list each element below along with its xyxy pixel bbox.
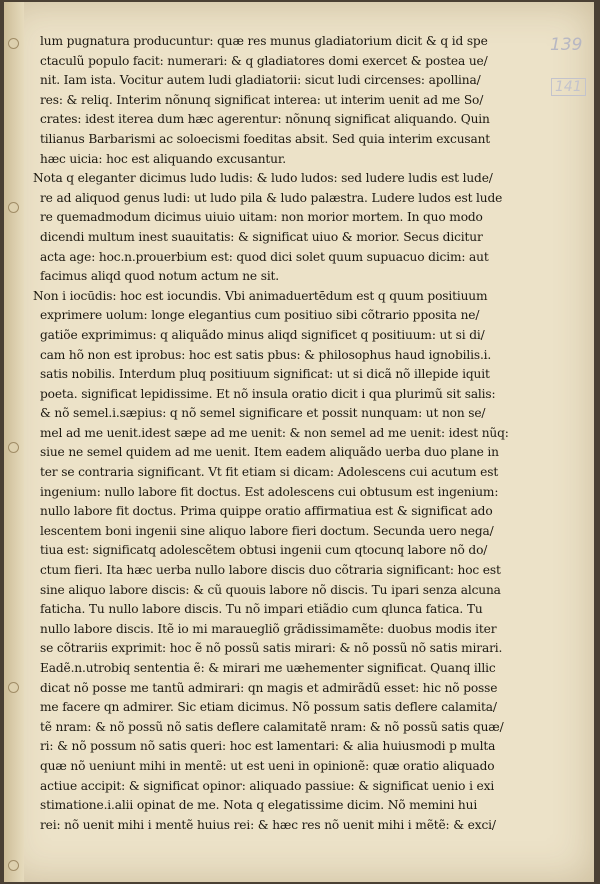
- binding-hole: [8, 682, 19, 693]
- text-line: poeta. significat lepidissime. Et nõ insula oratio dicit i qua plurimũ sit salis:: [40, 386, 496, 401]
- text-line: faticha. Tu nullo labore discis. Tu nõ impari etiãdio cum qlunca fatica. Tu: [40, 602, 483, 617]
- text-line: res: & reliq. Interim nõnunq significat interea: ut interim uenit ad me So/: [40, 92, 484, 107]
- text-line: tiua est: significatq adolescẽtem obtusi ingenii cum qtocunq labore nõ do/: [40, 543, 488, 558]
- text-line: ingenium: nullo labore fit doctus. Est adolescens cui obtusum est ingenium:: [40, 484, 499, 499]
- text-line: ctaculũ populo facit: numerari: & q gladiatores domi exercet & postea ue/: [40, 53, 488, 68]
- text-line: nullo labore discis. Itẽ io mi marauegliõ grãdissimamẽte: duobus modis iter: [40, 621, 497, 636]
- text-line: rei: nõ uenit mihi i mentẽ huius rei: & hæc res nõ uenit mihi i mẽtẽ: & exci/: [40, 817, 496, 832]
- text-line: Non i iocūdis: hoc est iocundis. Vbi animaduertēdum est q quum positiuum: [33, 288, 488, 303]
- text-line: nullo labore fit doctus. Prima quippe oratio affirmatiua est & significat ado: [40, 504, 493, 519]
- folio-number: 139: [550, 35, 583, 55]
- text-line: lescentem boni ingenii sine aliquo labore fieri doctum. Secunda uero nega/: [40, 523, 494, 538]
- text-line: Eadẽ.n.utrobiq sententia ẽ: & mirari me uæhementer significat. Quanq illic: [40, 661, 496, 675]
- binding-hole: [8, 38, 19, 49]
- text-line: sine aliquo labore discis: & cũ quouis labore nõ discis. Tu ipari senza alcuna: [40, 582, 501, 597]
- text-line: crates: idest iterea dum hæc agerentur: nõnunq significat aliquando. Quin: [40, 112, 490, 127]
- text-line: ctum fieri. Ita hæc uerba nullo labore discis duo cõtraria significant: hoc est: [40, 563, 501, 578]
- text-line: & nõ semel.i.sæpius: q nõ semel significare et possit nunquam: ut non se/: [40, 406, 486, 421]
- text-line: dicat nõ posse me tantũ admirari: qn magis et admirãdũ esset: hic nõ posse: [40, 680, 498, 695]
- text-line: nit. Iam ista. Vocitur autem ludi gladiatorii: sicut ludi circenses: apollina/: [40, 73, 481, 88]
- text-line: gatiõe exprimimus: q aliquãdo minus aliqd significet q positiuum: ut si di/: [40, 327, 485, 342]
- text-line: mel ad me uenit.idest sæpe ad me uenit: & non semel ad me uenit: idest nũq:: [40, 425, 509, 440]
- text-line: exprimere uolum: longe elegantius cum positiuo sibi cõtrario pposita ne/: [40, 308, 480, 323]
- text-line: tilianus Barbarismi ac soloecismi foeditas absit. Sed quia interim excusant: [40, 131, 491, 146]
- text-line: lum pugnatura producuntur: quæ res munus gladiatorium dicit & q id spe: [40, 34, 488, 48]
- binding-hole: [8, 442, 19, 453]
- body-text: [33, 32, 552, 835]
- binding-hole: [8, 202, 19, 213]
- text-line: stimatione.i.alii opinat de me. Nota q elegatissime dicim. Nõ memini hui: [40, 798, 478, 813]
- folio-number-secondary: 141: [551, 78, 586, 96]
- text-line: facimus aliqd quod notum actum ne sit.: [40, 269, 280, 284]
- text-line: ri: & nõ possum nõ satis queri: hoc est lamentari: & alia huiusmodi p multa: [40, 739, 496, 754]
- text-line: hæc uicia: hoc est aliquando excusantur.: [40, 151, 286, 166]
- text-line: ter se contraria significant. Vt fit etiam si dicam: Adolescens cui acutum est: [40, 465, 499, 480]
- text-line: re quemadmodum dicimus uiuio uitam: non morior mortem. In quo modo: [40, 210, 483, 225]
- text-line: se cõtrariis exprimit: hoc ẽ nõ possũ satis mirari: & nõ possũ nõ satis mirari.: [40, 641, 503, 656]
- text-line: re ad aliquod genus ludi: ut ludo pila & ludo palæstra. Ludere ludos est lude: [40, 190, 503, 205]
- binding-edge: [4, 2, 24, 882]
- text-line: actiue accipit: & significat opinor: aliquado passiue: & significat uenio i exi: [40, 778, 495, 793]
- text-line: acta age: hoc.n.prouerbium est: quod dici solet quum supuacuo dicim: aut: [40, 249, 489, 264]
- manuscript-page: [4, 2, 594, 882]
- text-line: siue ne semel quidem ad me uenit. Item eadem aliquãdo uerba duo plane in: [40, 445, 499, 460]
- text-line: tẽ nram: & nõ possũ nõ satis deflere calamitatẽ nram: & nõ possũ satis quæ/: [40, 719, 504, 734]
- text-line: cam hõ non est iprobus: hoc est satis pbus: & philosophus haud ignobilis.i.: [40, 347, 492, 362]
- text-line: satis nobilis. Interdum pluq positiuum significat: ut si dicã nõ illepide iquit: [40, 367, 490, 382]
- binding-hole: [8, 860, 19, 871]
- text-line: quæ nõ ueniunt mihi in mentẽ: ut est ueni in opinionẽ: quæ oratio aliquado: [40, 758, 495, 773]
- text-line: dicendi multum inest suauitatis: & significat uiuo & morior. Secus dicitur: [40, 229, 483, 244]
- text-line: Nota q eleganter dicimus ludo ludis: & ludo ludos: sed ludere ludis est lude/: [33, 171, 493, 186]
- text-line: me facere qn admirer. Sic etiam dicimus. Nõ possum satis deflere calamita/: [40, 700, 497, 715]
